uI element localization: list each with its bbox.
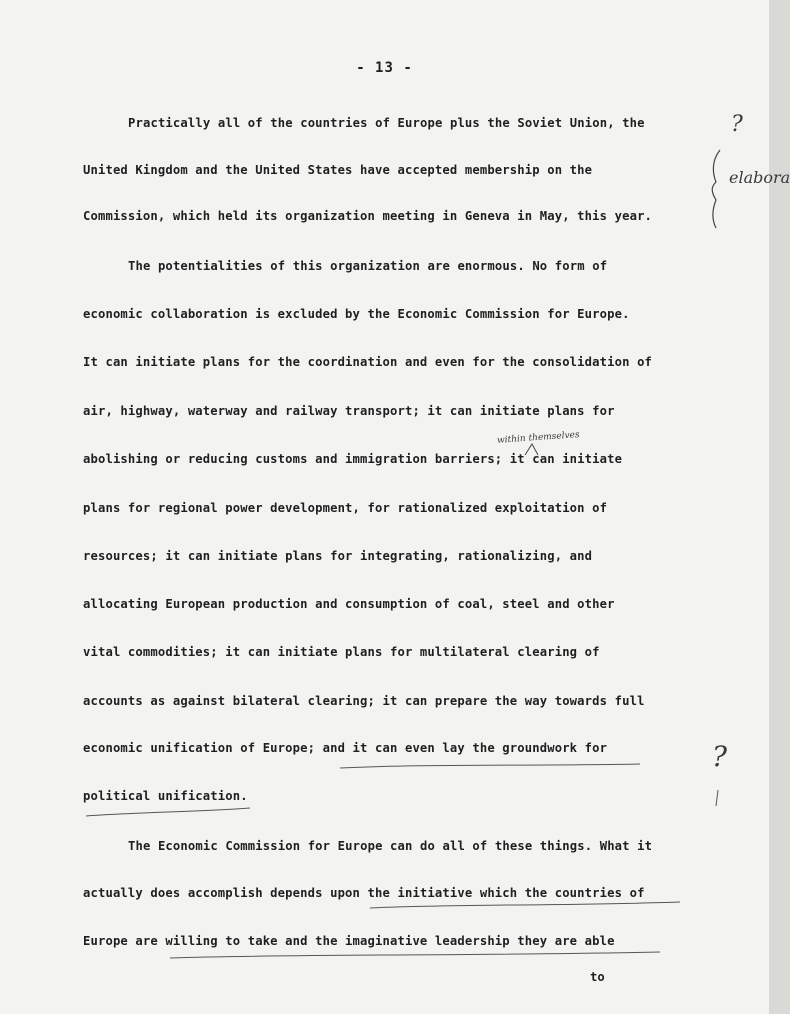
underline-mark-4 [170, 952, 660, 958]
paragraph-2-line-6: plans for regional power development, for rationalized exploitation of [83, 501, 608, 515]
paragraph-1-line-3: Commission, which held its organization meeting in Geneva in May, this year. [83, 209, 653, 223]
paragraph-2-line-5: abolishing or reducing customs and immigration barriers; it can initiate [83, 452, 623, 466]
insertion-note: within themselves [496, 430, 580, 446]
margin-note-elabora: elabora [729, 168, 790, 187]
paragraph-3-line-2: actually does accomplish depends upon the initiative which the countries of [83, 886, 645, 900]
paragraph-2-line-2: economic collaboration is excluded by the Economic Commission for Europe. [83, 307, 630, 321]
underline-mark-1 [340, 764, 640, 768]
paragraph-2-line-12: political unification. [83, 789, 248, 803]
paragraph-2-line-7: resources; it can initiate plans for integrating, rationalizing, and [83, 549, 593, 563]
underline-mark-2 [86, 808, 250, 816]
question-mark-top: ? [731, 112, 743, 137]
margin-stroke-mark [716, 790, 718, 806]
paragraph-3-line-1: The Economic Commission for Europe can do all of these things. What it [128, 839, 653, 853]
paragraph-2-line-9: vital commodities; it can initiate plans for multilateral clearing of [83, 645, 600, 659]
paragraph-2-line-10: accounts as against bilateral clearing; it can prepare the way towards full [83, 694, 645, 708]
margin-bracket-mark [712, 150, 720, 228]
paragraph-1-line-2: United Kingdom and the United States have accepted membership on the [83, 163, 593, 177]
paragraph-2-line-3: It can initiate plans for the coordination and even for the consolidation of [83, 355, 653, 369]
insertion-caret-mark [525, 444, 538, 455]
paragraph-3-line-3: Europe are willing to take and the imaginative leadership they are able [83, 934, 615, 948]
underline-mark-3 [370, 902, 680, 908]
page-number: - 13 - [356, 60, 413, 76]
paragraph-2-line-11: economic unification of Europe; and it can even lay the groundwork for [83, 741, 608, 755]
paragraph-1-line-1: Practically all of the countries of Europe plus the Soviet Union, the [128, 116, 645, 130]
paragraph-2-line-8: allocating European production and consumption of coal, steel and other [83, 597, 615, 611]
continuation-word: to [590, 970, 605, 984]
question-mark-bottom: ? [712, 740, 728, 773]
paragraph-2-line-1: The potentialities of this organization are enormous. No form of [128, 259, 608, 273]
paragraph-2-line-4: air, highway, waterway and railway transport; it can initiate plans for [83, 404, 615, 418]
